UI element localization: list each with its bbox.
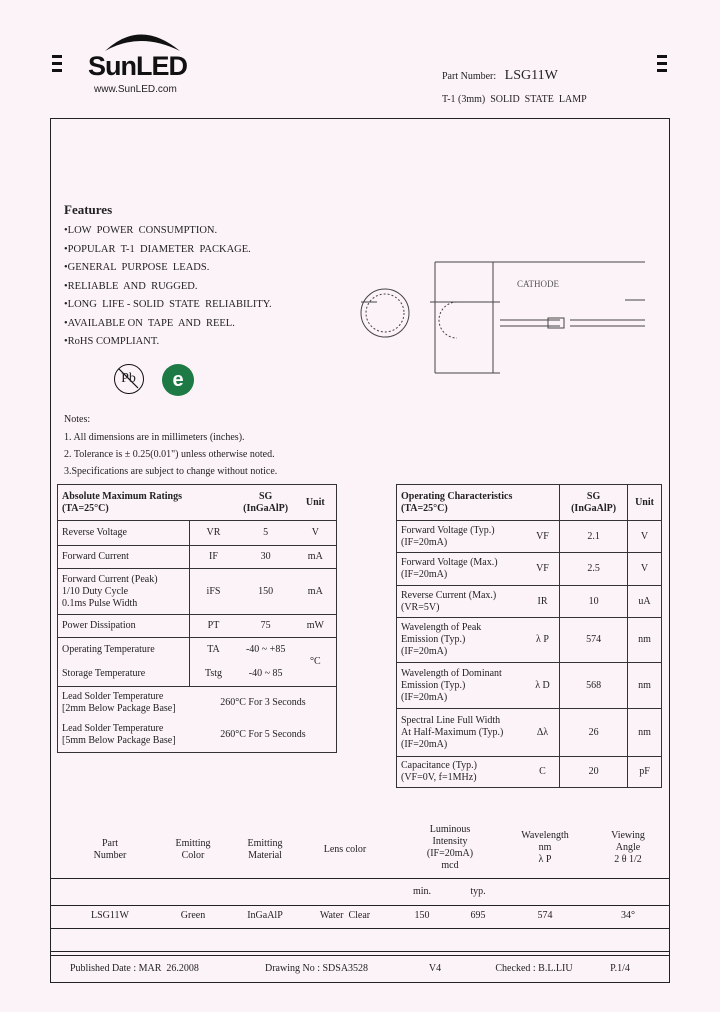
param-cell: Lead Solder Temperature [5mm Below Package Base] [58,719,190,753]
sub-typ: typ. [470,886,486,897]
col-lens-color: Lens color [323,844,367,855]
cell-part-number: LSG11W [91,910,129,921]
feature-item: •RELIABLE AND RUGGED. [64,280,198,292]
col-viewing-angle: Viewing Angle 2 θ 1/2 [611,830,645,865]
param-cell: Forward Current [58,546,190,569]
abs-max-row [58,546,337,569]
param-cell: Capacitance (Typ.) (VF=0V, f=1MHz) [397,757,526,788]
feature-item: •LOW POWER CONSUMPTION. [64,225,218,236]
param-cell: Forward Voltage (Max.) (IF=20mA) [397,553,526,586]
symbol-cell: iFS [190,569,237,615]
drawing-number: Drawing No : SDSA3528 [265,963,369,974]
absolute-maximum-ratings-table [57,484,337,753]
abs-max-row [58,569,337,615]
op-char-row [397,757,662,788]
value-cell: 2.1 [560,521,628,553]
features-list [64,222,314,352]
value-cell: 30 [237,546,295,569]
part-number-label: Part Number: [442,71,497,82]
unit-cell: V [628,521,662,553]
col-wavelength: Wavelength nm λ P [521,830,569,865]
value-cell: 568 [560,663,628,709]
value-cell: -40 ~ 85 [237,663,295,687]
product-subtitle: T-1 (3mm) SOLID STATE LAMP [442,94,587,105]
param-cell: Forward Voltage (Typ.) (IF=20mA) [397,521,526,553]
unit-cell: mW [295,615,337,638]
symbol-cell: λ P [526,618,560,663]
op-char-row [397,663,662,709]
pb-text: Pb [121,371,136,386]
note-item: 2. Tolerance is ± 0.25(0.01") unless otherwise noted. [64,449,275,460]
value-cell: 5 [237,521,295,546]
cell-material: InGaAlP [247,910,283,921]
param-cell: Spectral Line Full Width At Half-Maximum (Typ.) (IF=20mA) [397,709,526,757]
param-cell: Reverse Current (Max.) (VR=5V) [397,586,526,618]
symbol-cell: C [526,757,560,788]
symbol-cell: VF [526,553,560,586]
pb-free-logo [114,364,144,394]
abs-max-row [58,615,337,638]
op-char-title: Operating Characteristics (TA=25°C) [397,485,560,521]
param-cell: Wavelength of Dominant Emission (Typ.) (IF=20mA) [397,663,526,709]
unit-cell: mA [295,569,337,615]
col-emitting-color: Emitting Color [175,838,211,861]
cell-wavelength: 574 [537,910,553,921]
param-cell: Operating Temperature [58,638,190,663]
feature-item: •LONG LIFE - SOLID STATE RELIABILITY. [64,299,272,310]
param-cell: Lead Solder Temperature [2mm Below Package Base] [58,687,190,719]
symbol-cell: Tstg [190,663,237,687]
feature-item: •RoHS COMPLIANT. [64,336,160,347]
col-emitting-material: Emitting Material [247,838,283,861]
abs-max-row [58,638,337,663]
symbol-cell: PT [190,615,237,638]
unit-cell: V [295,521,337,546]
note-item: 1. All dimensions are in millimeters (inches). [64,432,245,443]
value-cell: -40 ~ +85 [237,638,295,663]
unit-cell: pF [628,757,662,788]
unit-cell: nm [628,663,662,709]
published-date: Published Date : MAR 26.2008 [70,963,199,974]
value-cell: 574 [560,618,628,663]
param-cell: Wavelength of Peak Emission (Typ.) (IF=20mA) [397,618,526,663]
unit-cell: °C [295,638,337,687]
part-number [442,68,558,85]
sub-min: min. [412,886,432,897]
brand-name: SunLED [88,51,187,81]
feature-item: •AVAILABLE ON TAPE AND REEL. [64,317,235,329]
symbol-cell: VR [190,521,237,546]
cell-color: Green [180,910,206,921]
operating-characteristics-table [396,484,662,788]
value-cell: 20 [560,757,628,788]
notes-list [64,429,277,480]
part-number-value: LSG11W [504,68,558,83]
op-char-row [397,586,662,618]
value-cell: 150 [237,569,295,615]
feature-item: •POPULAR T-1 DIAMETER PACKAGE. [64,243,251,255]
symbol-cell: TA [190,638,237,663]
col-part-number: Part Number [93,838,127,861]
value-cell: 26 [560,709,628,757]
value-cell: 10 [560,586,628,618]
unit-cell: nm [628,709,662,757]
abs-max-col-unit: Unit [295,485,337,521]
part-selection-table [50,820,670,985]
symbol-cell: VF [526,521,560,553]
checked-by: Checked : B.L.LIU [495,963,573,974]
value-cell: 75 [237,615,295,638]
symbol-cell: IR [526,586,560,618]
abs-max-title: Absolute Maximum Ratings (TA=25°C) [58,485,237,521]
op-char-row [397,709,662,757]
cathode-label: CATHODE [517,279,559,289]
abs-max-col-sg: SG (InGaAlP) [237,485,295,521]
value-cell: 2.5 [560,553,628,586]
registration-mark-left [52,55,62,76]
op-char-row [397,553,662,586]
brand-url: www.SunLED.com [94,84,177,95]
registration-mark-right [657,55,667,76]
note-item: 3.Specifications are subject to change without notice. [64,466,278,477]
cell-lens: Water Clear [319,910,371,921]
version: V4 [428,963,442,974]
abs-max-row [58,719,337,753]
param-cell: Power Dissipation [58,615,190,638]
op-char-col-unit: Unit [628,485,662,521]
unit-cell: nm [628,618,662,663]
symbol-cell: IF [190,546,237,569]
rohs-logo [162,364,194,396]
features-title: Features [64,202,113,217]
unit-cell: uA [628,586,662,618]
abs-max-row [58,687,337,719]
sun-arc-icon [100,26,190,52]
symbol-cell: λ D [526,663,560,709]
rohs-text: e [172,369,184,391]
op-char-row [397,618,662,663]
symbol-cell: Δλ [526,709,560,757]
sunled-logo [88,26,198,98]
value-cell: 260°C For 3 Seconds [190,687,337,719]
feature-item: •GENERAL PURPOSE LEADS. [64,262,210,273]
unit-cell: V [628,553,662,586]
page-number: P.1/4 [610,963,630,974]
abs-max-row [58,521,337,546]
op-char-col-sg: SG (InGaAlP) [560,485,628,521]
param-cell: Storage Temperature [58,663,190,687]
value-cell: 260°C For 5 Seconds [190,719,337,753]
notes-title: Notes: [64,414,91,425]
package-dimension-drawing [345,240,665,380]
col-luminous-intensity: Luminous Intensity (IF=20mA) mcd [426,824,474,871]
param-cell: Forward Current (Peak) 1/10 Duty Cycle 0.1ms Pulse Width [58,569,190,615]
param-cell: Reverse Voltage [58,521,190,546]
cell-min: 150 [414,910,430,921]
op-char-row [397,521,662,553]
cell-viewing-angle: 34° [621,910,635,921]
unit-cell: mA [295,546,337,569]
cell-typ: 695 [470,910,486,921]
